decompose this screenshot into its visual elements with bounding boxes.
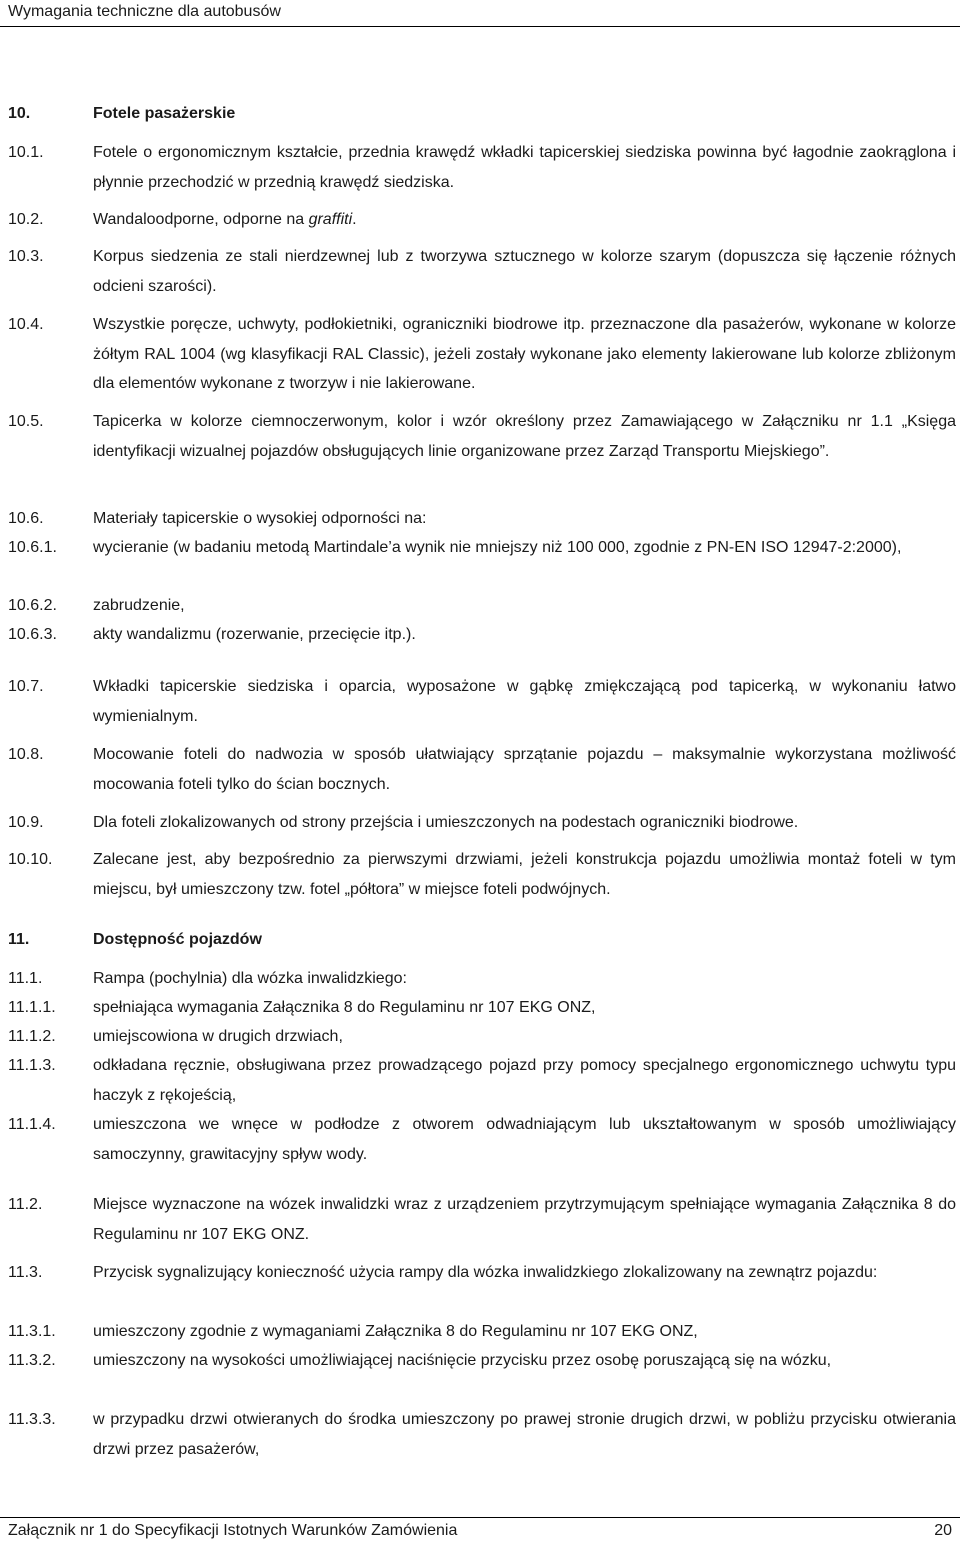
item-10-9 [8, 808, 956, 838]
item-number: 11.1.3. [8, 1057, 56, 1074]
header-title: Wymagania techniczne dla autobusów [8, 3, 281, 20]
item-text: spełniająca wymagania Załącznika 8 do Regulaminu nr 107 EKG ONZ, [93, 999, 596, 1016]
item-number: 10.2. [8, 211, 44, 228]
item-10-6-3 [8, 620, 956, 650]
section-heading-10 [8, 99, 956, 129]
item-text: Wszystkie poręcze, uchwyty, podłokietniki, ograniczniki biodrowe itp. przeznaczone dla pasażerów, wykonane w kolorze żółtym RAL 1004 (wg klasyfikacji RAL Classic), jeżeli zostały wykonane jako elementy lakierowane lub kolorze zbliżonym dla elementów wykonane z tworzyw i nie lakierowane. [93, 316, 956, 392]
item-text: zabrudzenie, [93, 597, 185, 614]
item-text: w przypadku drzwi otwieranych do środka umieszczony po prawej stronie drugich drzwi, w pobliżu przycisku otwierania drzwi przez pasażerów, [93, 1411, 956, 1458]
item-10-1 [8, 138, 956, 197]
item-text: Zalecane jest, aby bezpośrednio za pierwszymi drzwiami, jeżeli konstrukcja pojazdu umożliwia montaż foteli w tym miejscu, był umieszczony tzw. fotel „półtora” w miejsce foteli podwójnych. [93, 851, 956, 898]
item-number: 11.3. [8, 1264, 43, 1281]
item-text: Dla foteli zlokalizowanych od strony przejścia i umieszczonych na podestach ograniczniki biodrowe. [93, 814, 799, 831]
item-11-3-2 [8, 1346, 956, 1376]
item-10-10 [8, 845, 956, 904]
item-number: 10.5. [8, 413, 44, 430]
item-11-1-1 [8, 993, 956, 1023]
item-number: 11.1.2. [8, 1028, 56, 1045]
item-number: 10.8. [8, 746, 44, 763]
item-11-1-4 [8, 1110, 956, 1169]
item-10-2 [8, 205, 956, 235]
item-number: 11.3.3. [8, 1411, 56, 1428]
page-number: 20 [934, 1522, 952, 1539]
item-number: 11.1.4. [8, 1116, 56, 1133]
item-number: 11.1.1. [8, 999, 56, 1016]
item-text: Materiały tapicerskie o wysokiej odporności na: [93, 510, 427, 527]
item-text: Korpus siedzenia ze stali nierdzewnej lub z tworzywa sztucznego w kolorze szarym (dopuszcza się łączenie różnych odcieni szarości). [93, 248, 956, 295]
item-text: Przycisk sygnalizujący konieczność użycia rampy dla wózka inwalidzkiego zlokalizowany na zewnątrz pojazdu: [93, 1264, 878, 1281]
item-text: wycieranie (w badaniu metodą Martindale’a wynik nie mniejszy niż 100 000, zgodnie z PN-EN ISO 12947-2:2000), [93, 539, 902, 556]
item-number: 10.1. [8, 144, 44, 161]
item-text: Dostępność pojazdów [93, 931, 262, 948]
item-number: 10.6.1. [8, 539, 57, 556]
item-number: 11. [8, 931, 30, 948]
item-text: umiejscowiona w drugich drzwiach, [93, 1028, 343, 1045]
item-text: Rampa (pochylnia) dla wózka inwalidzkiego: [93, 970, 407, 987]
item-number: 10.7. [8, 678, 44, 695]
item-text [93, 205, 956, 235]
item-number: 10.10. [8, 851, 53, 868]
item-11-3-3 [8, 1405, 956, 1464]
item-text: Tapicerka w kolorze ciemnoczerwonym, kolor i wzór określony przez Zamawiającego w Załączniku nr 1.1 „Księga identyfikacji wizualnej pojazdów obsługujących linie organizowane przez Zarząd Transportu Miejskiego”. [93, 413, 956, 460]
item-text: Fotele pasażerskie [93, 105, 236, 122]
item-10-6 [8, 504, 956, 534]
item-10-6-1 [8, 533, 956, 563]
item-text: umieszczony na wysokości umożliwiającej naciśnięcie przycisku przez osobę poruszającą się na wózku, [93, 1352, 832, 1369]
item-number: 10.4. [8, 316, 44, 333]
item-11-1-3 [8, 1051, 956, 1110]
item-text-end: . [352, 211, 357, 228]
item-number: 10.9. [8, 814, 44, 831]
item-10-6-2 [8, 591, 956, 621]
item-number: 11.2. [8, 1196, 43, 1213]
item-text: umieszczony zgodnie z wymaganiami Załącznika 8 do Regulaminu nr 107 EKG ONZ, [93, 1323, 698, 1340]
item-text: Mocowanie foteli do nadwozia w sposób ułatwiający sprzątanie pojazdu – maksymalnie wykorzystana możliwość mocowania foteli tylko do ścian bocznych. [93, 746, 956, 793]
item-10-4 [8, 310, 956, 399]
item-11-2 [8, 1190, 956, 1249]
item-11-3-1 [8, 1317, 956, 1347]
item-number: 10. [8, 105, 31, 122]
item-10-7 [8, 672, 956, 731]
item-text: akty wandalizmu (rozerwanie, przecięcie itp.). [93, 626, 416, 643]
item-text: odkładana ręcznie, obsługiwana przez prowadzącego pojazd przy pomocy specjalnego ergonomicznego uchwytu typu haczyk z rękojeścią, [93, 1057, 956, 1104]
item-11-1-2 [8, 1022, 956, 1052]
item-11-1 [8, 964, 956, 994]
item-number: 10.6.2. [8, 597, 57, 614]
footer-text: Załącznik nr 1 do Specyfikacji Istotnych Warunków Zamówienia [8, 1522, 458, 1539]
item-10-5 [8, 407, 956, 466]
item-number: 10.6.3. [8, 626, 57, 643]
item-number: 11.3.2. [8, 1352, 56, 1369]
item-text-italic: graffiti [308, 211, 353, 228]
item-11-3 [8, 1258, 956, 1288]
item-text: Wkładki tapicerskie siedziska i oparcia, wyposażone w gąbkę zmiękczającą pod tapicerką, w wykonaniu łatwo wymienialnym. [93, 678, 956, 725]
item-text: umieszczona we wnęce w podłodze z otworem odwadniającym lub ukształtowanym w sposób umożliwiający samoczynny, grawitacyjny spływ wody. [93, 1116, 956, 1163]
item-number: 10.3. [8, 248, 44, 265]
item-10-8 [8, 740, 956, 799]
item-number: 10.6. [8, 510, 44, 527]
page-footer [0, 1517, 960, 1539]
item-number: 11.3.1. [8, 1323, 56, 1340]
item-10-3 [8, 242, 956, 301]
item-text-main: Wandaloodporne, odporne na [93, 211, 305, 228]
section-heading-11 [8, 925, 956, 955]
item-text: Fotele o ergonomicznym kształcie, przednia krawędź wkładki tapicerskiej siedziska powinna być łagodnie zaokrąglona i płynnie przechodzić w przednią krawędź siedziska. [93, 144, 956, 191]
item-text: Miejsce wyznaczone na wózek inwalidzki wraz z urządzeniem przytrzymującym spełniające wymagania Załącznika 8 do Regulaminu nr 107 EKG ONZ. [93, 1196, 956, 1243]
item-number: 11.1. [8, 970, 43, 987]
